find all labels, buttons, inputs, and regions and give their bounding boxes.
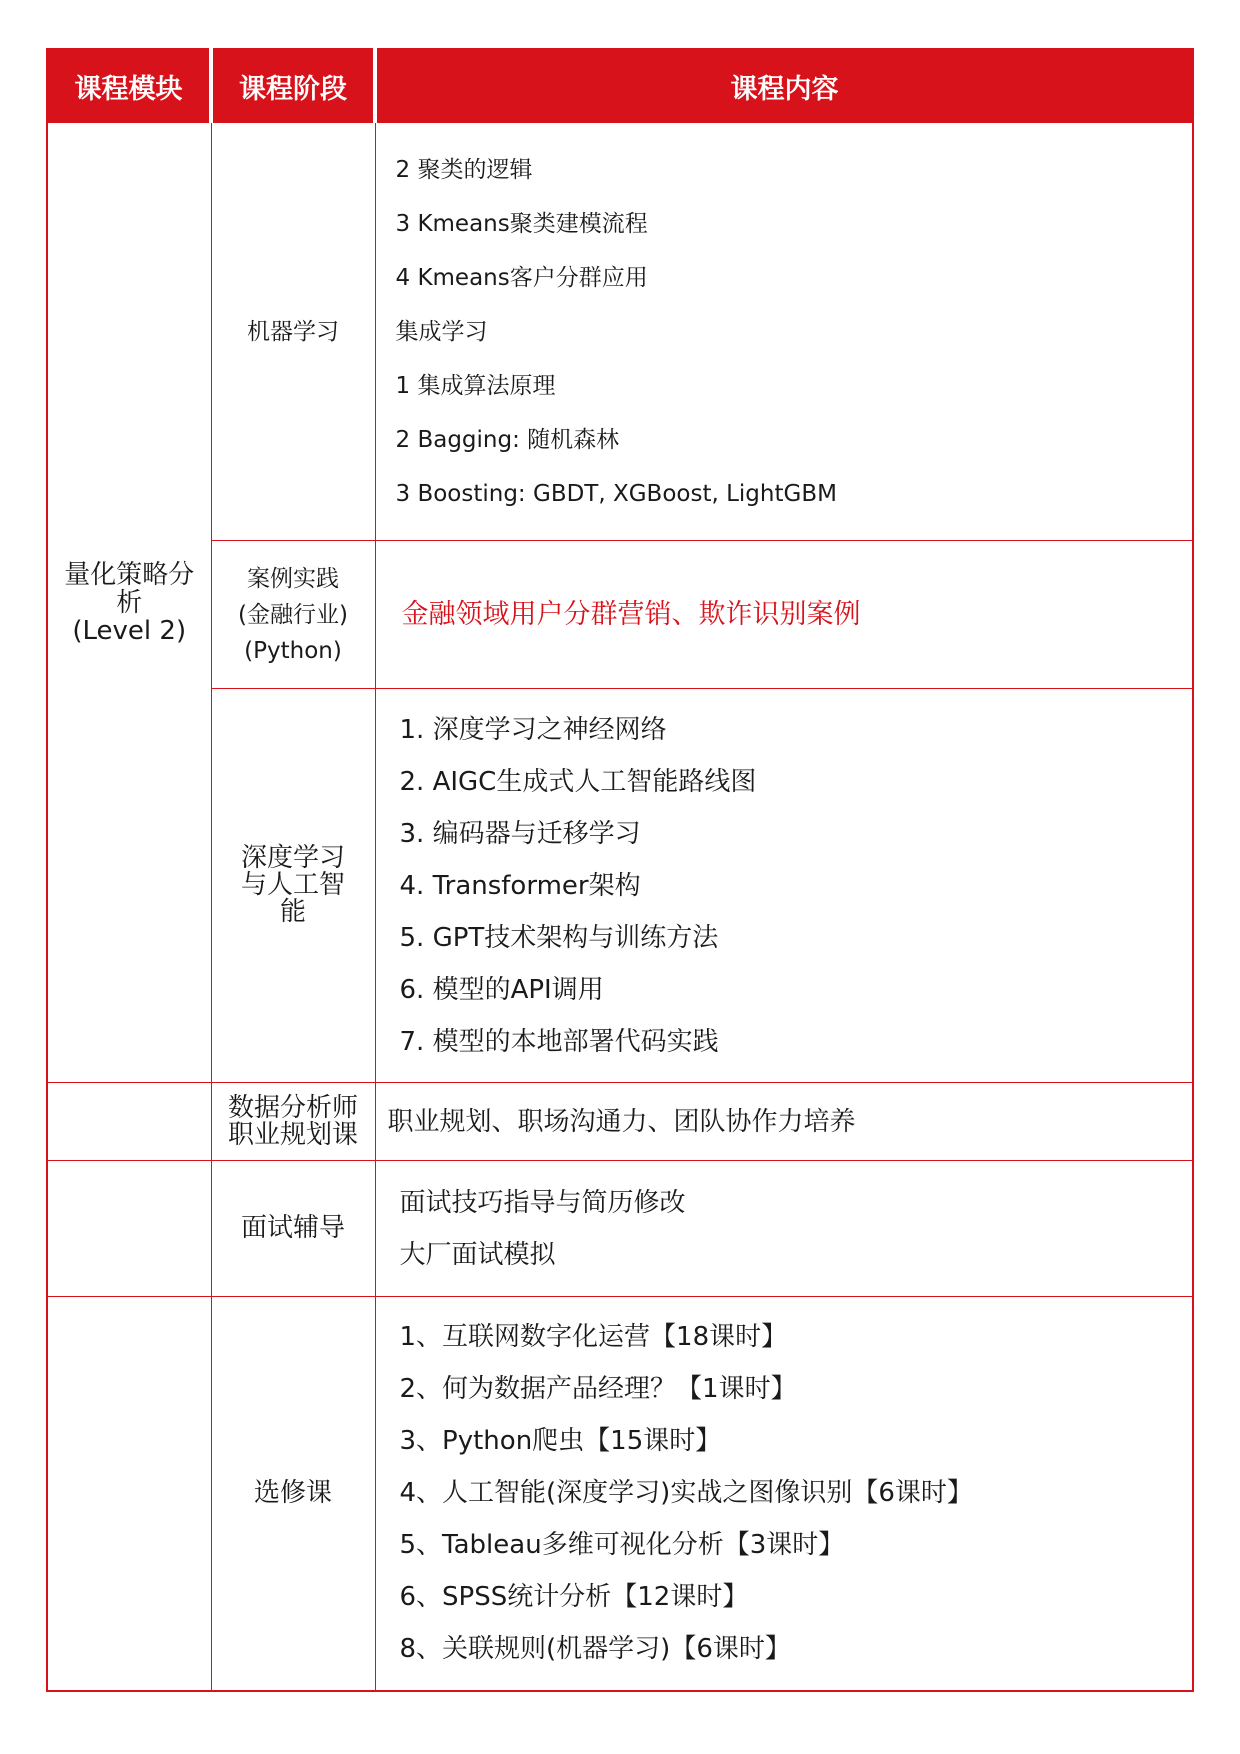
table-row bbox=[47, 1161, 1193, 1297]
stage-label: 案例实践 bbox=[247, 565, 339, 592]
stage-cell bbox=[211, 1161, 375, 1297]
stage-label: 与人工智 bbox=[240, 870, 345, 900]
header-content: 课程内容 bbox=[375, 49, 1193, 123]
stage-label: 面试辅导 bbox=[240, 1213, 345, 1243]
table-row bbox=[47, 1297, 1193, 1691]
stage-label: (Python) bbox=[244, 637, 342, 664]
table-row bbox=[47, 689, 1193, 1083]
module-cell-quant bbox=[47, 123, 211, 1083]
table-row bbox=[47, 1083, 1193, 1161]
content-cell bbox=[375, 541, 1193, 689]
stage-cell bbox=[211, 1297, 375, 1691]
content-line: 2 聚类的逻辑 bbox=[395, 156, 533, 183]
content-cell bbox=[375, 689, 1193, 1083]
stage-cell bbox=[211, 689, 375, 1083]
content-line: 2. AIGC生成式人工智能路线图 bbox=[399, 766, 757, 797]
table-row bbox=[47, 123, 1193, 541]
content-line-highlight: 金融领域用户分群营销、欺诈识别案例 bbox=[401, 598, 861, 630]
stage-label: 能 bbox=[279, 897, 306, 927]
module-line: (Level 2) bbox=[72, 615, 187, 646]
stage-label: 深度学习 bbox=[240, 843, 345, 873]
content-line: 职业规划、职场沟通力、团队协作力培养 bbox=[387, 1106, 856, 1137]
stage-label: 数据分析师 bbox=[227, 1092, 358, 1123]
stage-cell bbox=[211, 123, 375, 541]
table-row bbox=[47, 541, 1193, 689]
content-line: 2、何为数据产品经理？【1课时】 bbox=[399, 1374, 797, 1405]
content-line: 7. 模型的本地部署代码实践 bbox=[399, 1026, 719, 1057]
content-line: 面试技巧指导与简历修改 bbox=[399, 1187, 686, 1218]
content-line: 4. Transformer架构 bbox=[399, 870, 641, 901]
stage-label: 职业规划课 bbox=[227, 1119, 358, 1150]
content-line: 1 集成算法原理 bbox=[395, 372, 556, 399]
module-line: 析 bbox=[116, 587, 143, 618]
content-line: 1、互联网数字化运营【18课时】 bbox=[399, 1322, 788, 1353]
content-line: 1. 深度学习之神经网络 bbox=[399, 714, 667, 745]
content-line: 5. GPT技术架构与训练方法 bbox=[399, 922, 719, 953]
table-header-row bbox=[47, 49, 1193, 123]
content-line: 6、SPSS统计分析【12课时】 bbox=[399, 1582, 749, 1613]
content-cell bbox=[375, 1297, 1193, 1691]
content-line: 3 Kmeans聚类建模流程 bbox=[395, 210, 648, 237]
content-line: 集成学习 bbox=[395, 318, 488, 345]
content-line: 3. 编码器与迁移学习 bbox=[399, 818, 641, 849]
stage-cell bbox=[211, 541, 375, 689]
content-line: 4 Kmeans客户分群应用 bbox=[395, 264, 648, 291]
stage-label: 选修课 bbox=[253, 1477, 332, 1508]
header-stage: 课程阶段 bbox=[211, 49, 375, 123]
content-line: 5、Tableau多维可视化分析【3课时】 bbox=[399, 1530, 845, 1561]
content-line: 8、关联规则(机器学习)【6课时】 bbox=[399, 1634, 791, 1665]
content-line: 4、人工智能(深度学习)实战之图像识别【6课时】 bbox=[399, 1478, 973, 1509]
module-cell-empty bbox=[47, 1083, 211, 1161]
content-line: 2 Bagging: 随机森林 bbox=[395, 426, 620, 453]
content-cell bbox=[375, 1161, 1193, 1297]
module-cell-empty bbox=[47, 1161, 211, 1297]
stage-cell bbox=[211, 1083, 375, 1161]
module-line: 量化策略分 bbox=[64, 559, 195, 590]
content-line: 大厂面试模拟 bbox=[399, 1239, 556, 1270]
content-line: 3、Python爬虫【15课时】 bbox=[399, 1426, 722, 1457]
header-module: 课程模块 bbox=[47, 49, 211, 123]
course-table bbox=[46, 48, 1194, 1692]
module-cell-empty bbox=[47, 1297, 211, 1691]
stage-label: 机器学习 bbox=[247, 318, 339, 345]
content-line: 6. 模型的API调用 bbox=[399, 974, 604, 1005]
content-line: 3 Boosting: GBDT, XGBoost, LightGBM bbox=[395, 480, 837, 507]
stage-label: (金融行业) bbox=[238, 601, 348, 628]
content-cell bbox=[375, 123, 1193, 541]
content-cell bbox=[375, 1083, 1193, 1161]
